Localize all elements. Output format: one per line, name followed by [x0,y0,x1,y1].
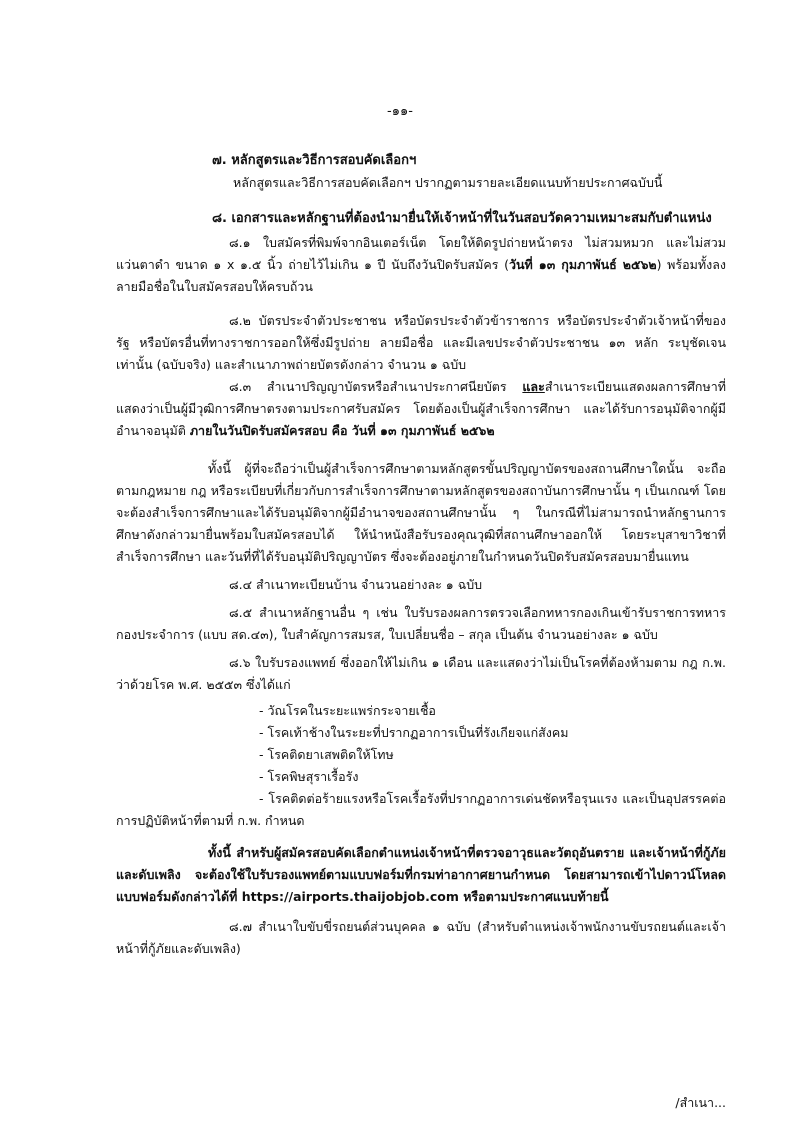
item-8-2: ๘.๒ บัตรประจำตัวประชาชน หรือบัตรประจำตัวข้าราชการ หรือบัตรประจำตัวเจ้าหน้าที่ของรัฐ หรือบัตรอื่นที่ทางราชการออกให้ซึ่งมีรูปถ่าย ลายมือชื่อ และมีเลขประจำตัวประชาชน ๑๓ หลัก ระบุชัดเจนเท่านั้น (ฉบับจริง) และสำเนาภาพถ่ายบัตรดังกล่าว จำนวน ๑ ฉบับ [116,313,726,372]
disease-item: - วัณโรคในระยะแพร่กระจายเชื้อ [259,703,436,718]
item-8-6: ๘.๖ ใบรับรองแพทย์ ซึ่งออกให้ไม่เกิน ๑ เดือน และแสดงว่าไม่เป็นโรคที่ต้องห้ามตาม กฎ ก.พ. ว่าด้วยโรค พ.ศ. ๒๕๕๓ ซึ่งได้แก่ [116,655,726,692]
section-7-heading: ๗. หลักสูตรและวิธีการสอบคัดเลือกฯ [212,153,417,168]
section-8-heading: ๘. เอกสารและหลักฐานที่ต้องนำมายื่นให้เจ้าหน้าที่ในวันสอบวัดความเหมาะสมกับตำแหน่ง [212,211,712,226]
section-7-body: หลักสูตรและวิธีการสอบคัดเลือกฯ ปรากฏตามรายละเอียดแนบท้ายประกาศฉบับนี้ [233,175,663,190]
item-8-3: ๘.๓ สำเนาปริญญาบัตรหรือสำเนาประกาศนียบัตร และสำเนาระเบียนแสดงผลการศึกษาที่แสดงว่าเป็นผู้มีวุฒิการศึกษาตรงตามประกาศรับสมัคร โดยต้องเป็นผู้สำเร็จการศึกษา และได้รับการอนุมัติจากผู้มีอำนาจอนุมัติ ภายในวันปิดรับสมัครสอบ คือ วันที่ ๑๓ กุมภาพันธ์ ๒๕๖๒ [116,379,726,438]
item-8-1: ๘.๑ ใบสมัครที่พิมพ์จากอินเตอร์เน็ต โดยให้ติดรูปถ่ายหน้าตรง ไม่สวมหมวก และไม่สวมแว่นตาดำ ขนาด ๑ x ๑.๕ นิ้ว ถ่ายไว้ไม่เกิน ๑ ปี นับถึงวันปิดรับสมัคร (วันที่ ๑๓ กุมภาพันธ์ ๒๕๖๒) พร้อมทั้งลงลายมือชื่อในใบสมัครสอบให้ครบถ้วน [116,235,726,294]
item-8-4: ๘.๔ สำเนาทะเบียนบ้าน จำนวนอย่างละ ๑ ฉบับ [229,577,483,592]
item-8-1-date: วันที่ ๑๓ กุมภาพันธ์ ๒๕๖๒ [508,257,657,272]
page-number: -๑๑- [387,104,413,119]
education-note: ทั้งนี้ ผู้ที่จะถือว่าเป็นผู้สำเร็จการศึกษาตามหลักสูตรขั้นปริญญาบัตรของสถานศึกษาใดนั้น จะถือตามกฎหมาย กฎ หรือระเบียบที่เกี่ยวกับการสำเร็จการศึกษาตามหลักสูตรของสถาบันการศึกษานั้น ๆ เป็นเกณฑ์ โดยจะต้องสำเร็จการศึกษาและได้รับอนุมัติจากผู้มีอำนาจของสถานศึกษานั้น ๆ ในกรณีที่ไม่สามารถนำหลักฐานการศึกษาดังกล่าวมายื่นพร้อมใบสมัครสอบได้ ให้นำหนังสือรับรองคุณวุฒิที่สถานศึกษาออกให้ โดยระบุสาขาวิชาที่สำเร็จการศึกษา และวันที่ที่ได้รับอนุมัติปริญญาบัตร ซึ่งจะต้องอยู่ภายในกำหนดวันปิดรับสมัครสอบมายื่นแทน [116,461,726,564]
disease-item: - โรคติดต่อร้ายแรงหรือโรคเรื้อรังที่ปรากฏอาการเด่นชัดหรือรุนแรง และเป็นอุปสรรคต่อการปฏิบัติหน้าที่ตามที่ ก.พ. กำหนด [116,791,726,828]
section-8-body [116,232,726,960]
medical-form-note: ทั้งนี้ สำหรับผู้สมัครสอบคัดเลือกตำแหน่งเจ้าหน้าที่ตรวจอาวุธและวัตถุอันตราย และเจ้าหน้าที่กู้ภัยและดับเพลิง จะต้องใช้ใบรับรองแพทย์ตามแบบฟอร์มที่กรมท่าอากาศยานกำหนด โดยสามารถเข้าไปดาวน์โหลดแบบฟอร์มดังกล่าวได้ที่ https://airports.thaijobjob.com หรือตามประกาศแนบท้ายนี้ [116,845,726,904]
disease-item: - โรคเท้าช้างในระยะที่ปรากฏอาการเป็นที่รังเกียจแก่สังคม [259,725,569,740]
continuation-mark: /สำเนา... [675,1095,726,1110]
item-8-7: ๘.๗ สำเนาใบขับขี่รถยนต์ส่วนบุคคล ๑ ฉบับ (สำหรับตำแหน่งเจ้าพนักงานขับรถยนต์และเจ้าหน้าที่กู้ภัยและดับเพลิง) [116,919,726,956]
item-8-5: ๘.๕ สำเนาหลักฐานอื่น ๆ เช่น ใบรับรองผลการตรวจเลือกทหารกองเกินเข้ารับราชการทหารกองประจำการ (แบบ สด.๔๓), ใบสำคัญการสมรส, ใบเปลี่ยนชื่อ – สกุล เป็นต้น จำนวนอย่างละ ๑ ฉบับ [116,605,726,642]
disease-item: - โรคติดยาเสพติดให้โทษ [259,747,394,762]
section-8-heading-wrap [212,208,742,230]
disease-item: - โรคพิษสุราเรื้อรัง [259,769,359,784]
item-8-3-and: และ [522,379,545,394]
item-8-3-deadline: ภายในวันปิดรับสมัครสอบ คือ วันที่ ๑๓ กุมภาพันธ์ ๒๕๖๒ [189,423,495,438]
section-7 [212,150,732,194]
